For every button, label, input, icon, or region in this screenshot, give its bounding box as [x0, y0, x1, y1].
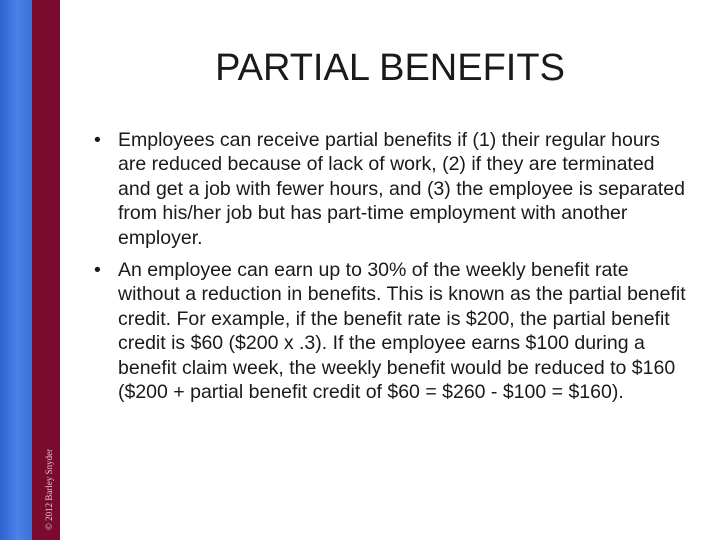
- slide-title: PARTIAL BENEFITS: [215, 47, 565, 89]
- bullet-item: [92, 258, 688, 404]
- copyright-notice: © 2012 Barley Snyder: [44, 448, 54, 530]
- bullet-dot-icon: •: [94, 259, 101, 282]
- bullet-dot-icon: •: [94, 129, 101, 151]
- bullet-item: [92, 128, 688, 250]
- bullet-list: [92, 128, 688, 412]
- blue-side-bar: [0, 0, 32, 540]
- bullet-text: An employee can earn up to 30% of the weekly benefit rate without a reduction in benefits. This is known as the partial benefit credit. For example, if the benefit rate is $200, the partial benefit credit is $60 ($200 x .3). If the employee earns $100 during a benefit claim week, the weekly benefit would be reduced to $160 ($200 + partial benefit credit of $60 = $260 - $100 = $160).: [118, 259, 686, 404]
- bullet-text: Employees can receive partial benefits if (1) their regular hours are reduced because of lack of work, (2) if they are terminated and get a job with fewer hours, and (3) the employee is separated from his/her job but has part-time employment with another employer.: [118, 129, 685, 249]
